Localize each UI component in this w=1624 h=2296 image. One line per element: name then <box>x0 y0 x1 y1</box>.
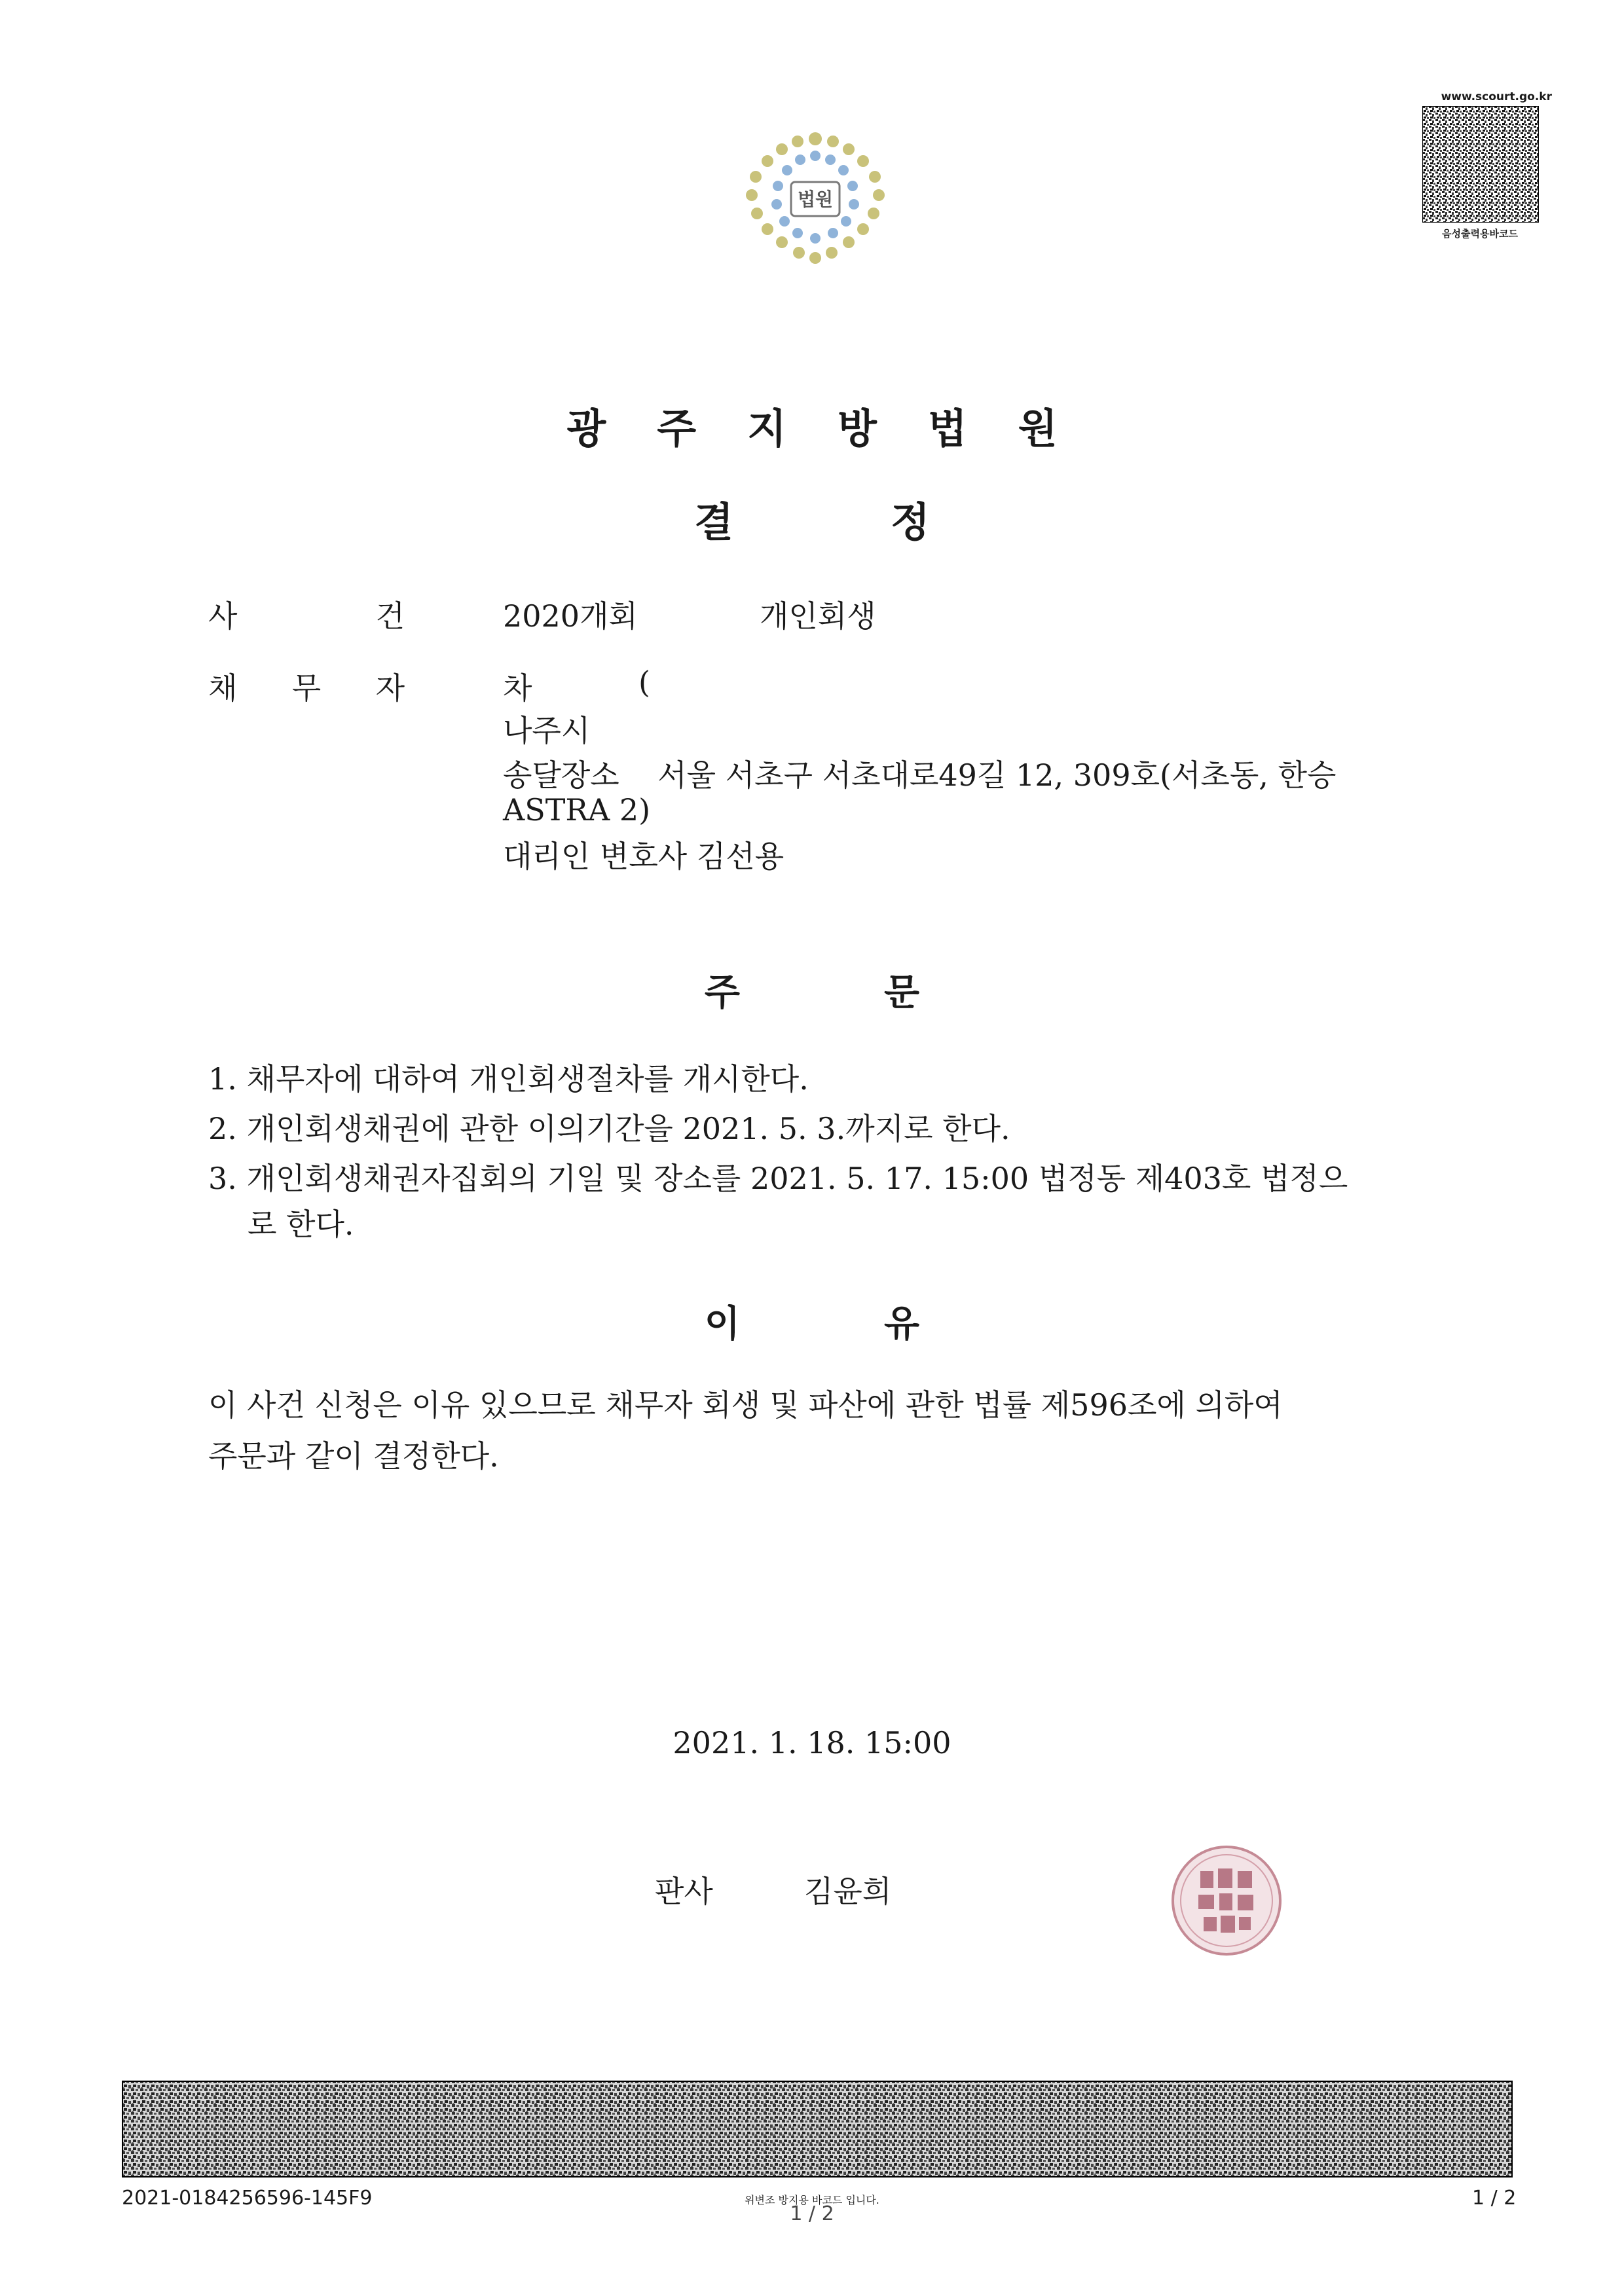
judge-seal-icon <box>1164 1838 1289 1963</box>
attorney: 대리인 변호사 김선용 <box>503 839 784 874</box>
debtor-address-prefix: 나주시 <box>503 713 591 748</box>
barcode-caption: 음성출력용바코드 <box>1442 228 1518 240</box>
emblem-text: 법원 <box>797 189 834 210</box>
order-heading: 주문 <box>704 972 1064 1014</box>
case-type: 개인회생 <box>760 598 876 634</box>
judge-name: 김윤희 <box>804 1874 892 1909</box>
delivery-address: 서울 서초구 서초대로49길 12, 309호(서초동, 한승 <box>657 757 1337 793</box>
case-number: 2020개회 <box>503 598 638 634</box>
redacted-area <box>600 723 1111 743</box>
debtor-label-char: 자 <box>375 670 405 706</box>
delivery-address-cont: ASTRA 2) <box>503 792 651 828</box>
reason-line: 이 사건 신청은 이유 있으므로 채무자 회생 및 파산에 관한 법률 제596조에 의하여 <box>208 1387 1283 1423</box>
audio-barcode <box>1422 106 1539 223</box>
case-label-char: 사 <box>208 598 238 634</box>
anti-forgery-barcode <box>122 2081 1513 2178</box>
debtor-address <box>503 707 1111 750</box>
debtor-label-char: 무 <box>291 670 322 706</box>
debtor-id-paren: ( <box>638 665 650 700</box>
barcode-url: www.scourt.go.kr <box>1441 90 1552 103</box>
case-label-char: 건 <box>375 598 405 634</box>
order-item: 2. 개인회생채권에 관한 이의기간을 2021. 5. 3.까지로 한다. <box>208 1111 1010 1146</box>
order-item: 1. 채무자에 대하여 개인회생절차를 개시한다. <box>208 1061 809 1097</box>
delivery-address-line <box>503 752 1336 795</box>
judge-title: 판사 <box>655 1874 713 1909</box>
debtor-name: 차 <box>503 670 532 706</box>
reason-line: 주문과 같이 결정한다. <box>208 1438 499 1474</box>
page-number: 1 / 2 <box>1472 2187 1517 2210</box>
debtor-label <box>208 665 405 708</box>
delivery-label: 송달장소 <box>503 757 619 793</box>
page-number-center: 1 / 2 <box>790 2202 834 2225</box>
case-label <box>208 592 405 636</box>
anti-forgery-note: 위변조 방지용 바코드 입니다. <box>745 2194 879 2206</box>
debtor-label-char: 채 <box>208 670 238 706</box>
document-title: 결정 <box>694 498 1087 546</box>
order-item: 3. 개인회생채권자집회의 기일 및 장소를 2021. 5. 17. 15:00 법정동 제403호 법정으 <box>208 1161 1348 1196</box>
order-item-cont: 로 한다. <box>248 1207 354 1242</box>
reason-heading: 이유 <box>704 1303 1064 1345</box>
document-id: 2021-0184256596-145F9 <box>122 2187 373 2210</box>
court-name: 광주지방법원 <box>566 405 1109 452</box>
court-emblem <box>733 124 897 275</box>
decision-date: 2021. 1. 18. 15:00 <box>673 1725 951 1760</box>
